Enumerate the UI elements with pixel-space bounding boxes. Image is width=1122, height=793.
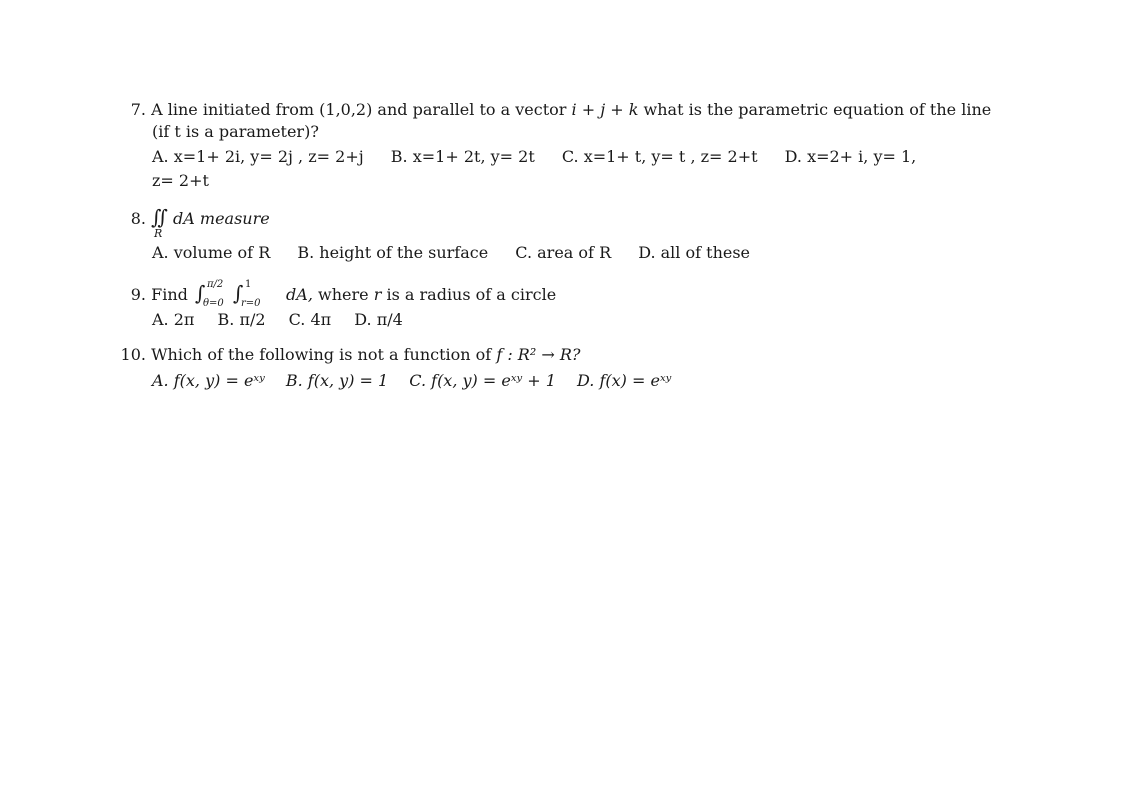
question-number: 10. — [120, 345, 146, 364]
integral-region-label: R — [154, 227, 163, 240]
option-c[interactable]: C. 4π — [288, 310, 332, 329]
question-text: Which of the following is not a function of — [151, 345, 492, 364]
question-9-options — [152, 310, 403, 330]
question-number: 8. — [130, 209, 146, 228]
option-b[interactable]: B. π/2 — [217, 310, 266, 329]
function-signature: f : R² → R? — [496, 345, 581, 364]
option-a[interactable]: A. f(x, y) = eˣʸ — [152, 371, 265, 390]
option-a[interactable]: A. volume of R — [152, 243, 271, 262]
question-number: 7. — [130, 100, 146, 119]
question-number: 9. — [130, 285, 146, 304]
question-8-options — [152, 243, 750, 263]
question-7-line-1 — [118, 100, 991, 120]
question-7-line-2: (if t is a parameter)? — [152, 122, 319, 141]
upper-limit-r: 1 — [244, 279, 252, 290]
question-8-line-1 — [118, 207, 270, 229]
upper-limit-theta: π/2 — [206, 279, 224, 290]
question-9-line-1 — [118, 279, 557, 309]
variable-r: r — [373, 285, 382, 304]
iterated-integral — [193, 279, 281, 309]
double-integral-symbol: ∫∫ — [151, 205, 164, 229]
question-10-line-1 — [118, 345, 580, 365]
option-d[interactable]: D. all of these — [638, 243, 751, 262]
lower-limit-r: r=0 — [240, 298, 261, 309]
option-c[interactable]: C. area of R — [515, 243, 612, 262]
integral-symbol: ∫ — [194, 281, 206, 305]
question-text: where — [318, 285, 369, 304]
question-7-options — [152, 147, 916, 167]
option-b[interactable]: B. x=1+ 2t, y= 2t — [390, 147, 535, 166]
question-text: A line initiated from (1,0,2) and parallel to a vector — [151, 100, 567, 119]
find-label: Find — [151, 285, 188, 304]
option-d[interactable]: D. x=2+ i, y= 1, — [784, 147, 917, 166]
option-c[interactable]: C. f(x, y) = eˣʸ + 1 — [409, 371, 556, 390]
question-10-options — [152, 371, 671, 391]
integrand: dA, — [286, 285, 313, 304]
option-d[interactable]: D. π/4 — [354, 310, 403, 329]
option-b[interactable]: B. f(x, y) = 1 — [285, 371, 389, 390]
option-a[interactable]: A. x=1+ 2i, y= 2j , z= 2+j — [152, 147, 364, 166]
option-b[interactable]: B. height of the surface — [297, 243, 489, 262]
integrand: dA measure — [173, 209, 270, 228]
vector-expression: i + j + k — [571, 100, 639, 119]
lower-limit-theta: θ=0 — [202, 298, 224, 309]
question-text-tail: is a radius of a circle — [386, 285, 557, 304]
integral-symbol: ∫ — [232, 281, 244, 305]
option-c[interactable]: C. x=1+ t, y= t , z= 2+t — [561, 147, 758, 166]
question-7-line-4: z= 2+t — [152, 171, 209, 190]
option-a[interactable]: A. 2π — [152, 310, 195, 329]
question-text-tail: what is the parametric equation of the line — [643, 100, 992, 119]
option-d[interactable]: D. f(x) = eˣʸ — [577, 371, 672, 390]
